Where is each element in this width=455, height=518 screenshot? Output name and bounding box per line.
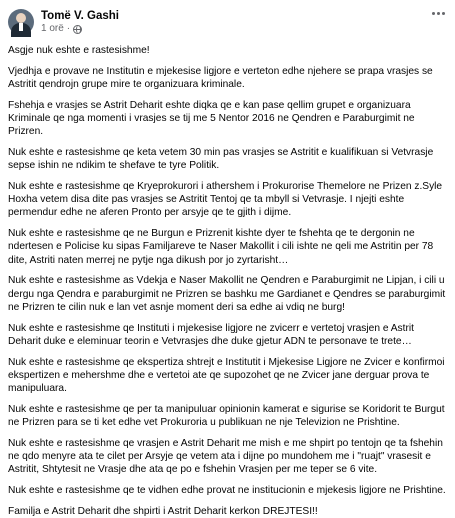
post-meta (41, 9, 119, 35)
post-body (8, 44, 447, 518)
post-paragraph: Nuk eshte e rastesishme qe vrasjen e Astrit Deharit me mish e me shpirt po tentojn qe ta fshehin ne qdo menyre ata te cilet per Arsyje qe vetem ata i dijne po mundohem me i "ruajt" vrasesit e Astritit, Shtytesit ne Vrasje dhe ata qe po e fshehin Vrasjen per me teper se 6 vite. (8, 437, 443, 476)
post-paragraph: Fshehja e vrasjes se Astrit Deharit eshte diqka qe e kan pase qellim grupet e organizuara Kriminale qe nga momenti i vrasjes se tij me 5 Nentor 2016 ne Qendren e Paraburgimit ne Prizren. (8, 99, 415, 138)
post-subline (41, 23, 119, 35)
avatar[interactable] (8, 9, 34, 35)
post-header (8, 4, 447, 40)
post-paragraph: Nuk eshte e rastesishme qe Kryeprokurori i athershem i Prokurorise Themelore ne Prizen z.Syle Hoxha vetem disa dite pas vrasjes se Astritit Tentoj qe ta mbyll si Vetvrasje. I njejti eshte permendur edhe ne aferen Pronto per arsyje qe te gjith i dijme. (8, 181, 443, 219)
post-paragraph: Nuk eshte e rastesishme qe te vidhen edhe provat ne institucionin e mjekesis ligjore ne Prishtine. (8, 485, 446, 497)
post-time[interactable]: 1 orë (41, 23, 64, 34)
post-paragraph: Nuk eshte e rastesishme as Vdekja e Naser Makollit ne Qendren e Paraburgimit ne Lipjan, i cili u dergu nga Qendra e paraburgimit ne Prizren se bashku me Gardianet e Qendres se paraburgimit ne Prizren te cilin nuk e lan vet asnje moment deri sa edhe ai vdiq ne burg! (8, 275, 446, 313)
globe-icon (73, 25, 82, 34)
more-options-icon[interactable] (432, 12, 445, 15)
separator-dot: · (66, 23, 71, 34)
post-paragraph: Vjedhja e provave ne Institutin e mjekesise ligjore e verteton edhe njehere se prapa vrasjes se Astritit qendrojn grupe mire te organizuara kriminale. (8, 65, 433, 90)
post-paragraph: Nuk eshte e rastesishme qe ne Burgun e Prizrenit kishte dyer te fshehta qe te dergonin ne ndertesen e Policise ku sipas Familjareve te Naser Makollit i cili ishte ne qeli me Astritin per 78 dite, Astriti naten merrej ne pytje nga dikush por jo zyrtarisht… (8, 228, 434, 266)
post-paragraph: Asgje nuk eshte e rastesishme! (8, 45, 150, 56)
post-paragraph: Nuk eshte e rastesishme qe ekspertiza shtrejt e Institutit i Mjekesise Ligjore ne Zvicer e konfirmoi ekspertizen e mehershme dhe e vertetoi ate qe supozohet qe ne Zvicer jane derguar prova te manipuluara. (8, 356, 445, 395)
post-paragraph: Nuk eshte e rastesishme qe keta vetem 30 min pas vrasjes se Astritit e kualifikuan si Vetvrasje sepse ishin ne ndikim te shefave te tyre Politik. (8, 147, 434, 172)
author-name[interactable]: Tomë V. Gashi (41, 10, 119, 22)
post-paragraph: Nuk eshte e rastesishme qe per ta manipuluar opinionin kamerat e sigurise se Koridorit te Burgut ne Prizren para se ti ket edhe vet Prokuroria u publikuan ne nje Televizion ne Prishtine. (8, 403, 445, 429)
post-paragraph: Familja e Astrit Deharit dhe shpirti i Astrit Deharit kerkon DREJTESI!! (8, 505, 318, 517)
post-paragraph: Nuk eshte e rastesishme qe Instituti i mjekesise ligjore ne zvicerr e vertetoj vrasjen e Astrit Deharit duke e eleminuar teorin e Vetvrasjes dhe duke gjetur ADN te personave te trete… (8, 322, 414, 347)
